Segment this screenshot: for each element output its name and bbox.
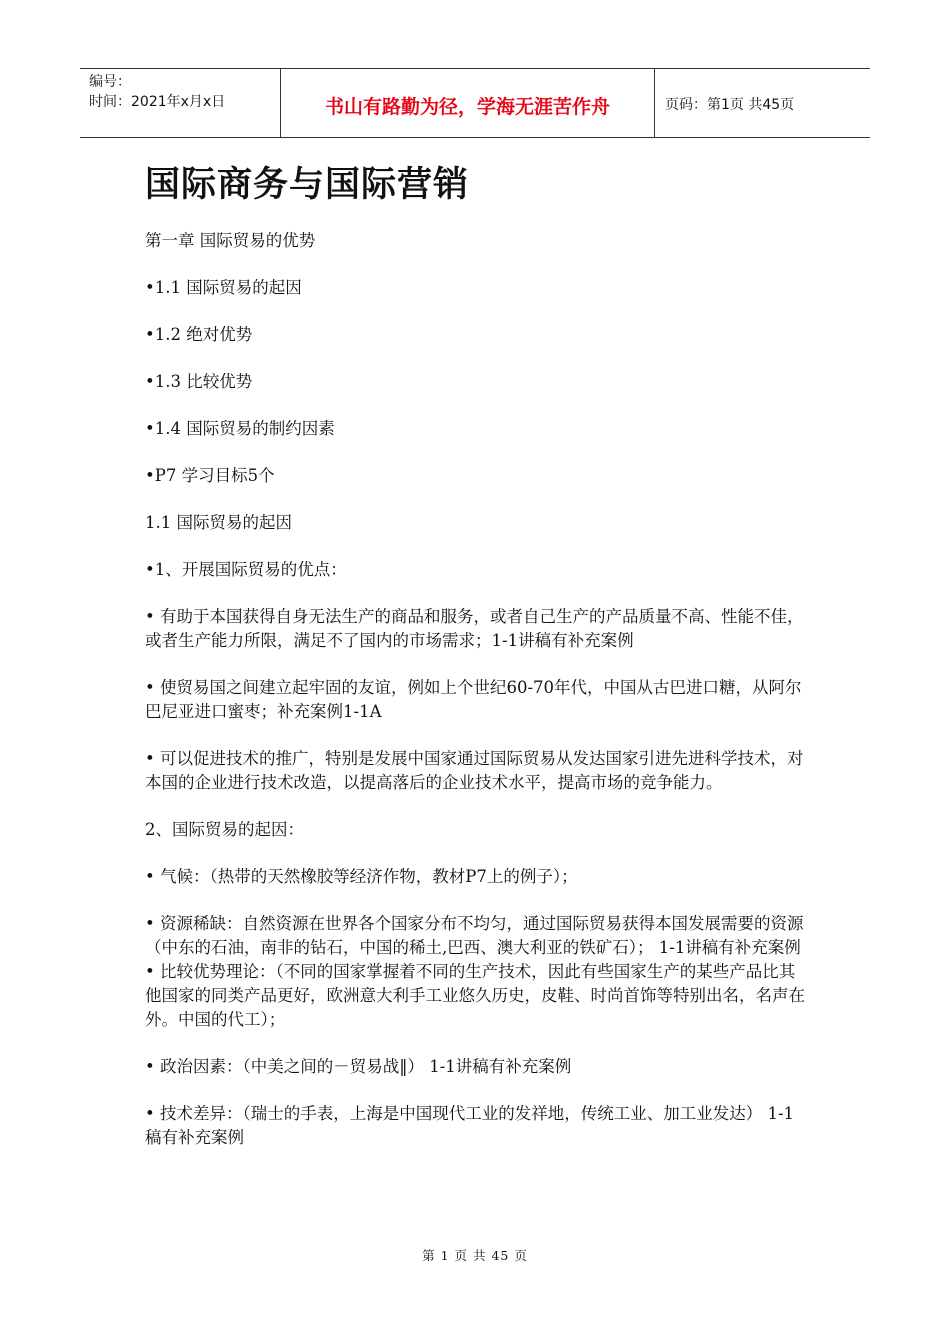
paragraph: • 资源稀缺：自然资源在世界各个国家分布不均匀，通过国际贸易获得本国发展需要的资源（中东的石油，南非的钻石，中国的稀土,巴西、澳大利亚的铁矿石）； 1-1讲稿有补充案例 • 比较优势理论：（不同的国家掌握着不同的生产技术，因此有些国家生产的某些产品比其他国家的同类产品更好，欧洲意大利手工业悠久历史，皮鞋、时尚首饰等特别出名，名声在外。中国的代工）；	[145, 914, 805, 1029]
paragraph: •1.2 绝对优势	[145, 325, 253, 344]
document-title: 国际商务与国际营销	[145, 165, 470, 205]
paragraph: •1.3 比较优势	[145, 372, 253, 391]
paragraph: •P7 学习目标5个	[145, 466, 275, 485]
header-page-info: 页码：第1页 共45页	[665, 97, 795, 113]
document-number-label: 编号：	[89, 74, 131, 90]
paragraph: 2、国际贸易的起因：	[145, 820, 304, 839]
paragraph: • 技术差异：（瑞士的手表，上海是中国现代工业的发祥地，传统工业、加工业发达） 1-1稿有补充案例	[145, 1104, 795, 1147]
document-body	[145, 229, 810, 1173]
paragraph: • 政治因素：（中美之间的－贸易战‖） 1-1讲稿有补充案例	[145, 1057, 572, 1076]
paragraph: 1.1 国际贸易的起因	[145, 513, 292, 532]
paragraph: • 有助于本国获得自身无法生产的商品和服务，或者自己生产的产品质量不高、性能不佳，或者生产能力所限，满足不了国内的市场需求；1-1讲稿有补充案例	[145, 607, 804, 650]
page-header	[80, 68, 870, 138]
document-date-label: 时间：2021年x月x日	[89, 94, 226, 110]
paragraph: •1、开展国际贸易的优点：	[145, 560, 347, 579]
paragraph: •1.1 国际贸易的起因	[145, 278, 302, 297]
paragraph: • 气候：（热带的天然橡胶等经济作物，教材P7上的例子）；	[145, 867, 578, 886]
paragraph: •1.4 国际贸易的制约因素	[145, 419, 335, 438]
paragraph: • 使贸易国之间建立起牢固的友谊，例如上个世纪60-70年代，中国从古巴进口糖，从阿尔巴尼亚进口蜜枣；补充案例1-1A	[145, 678, 802, 721]
paragraph: 第一章 国际贸易的优势	[145, 231, 316, 250]
page-footer: 第 1 页 共 45 页	[422, 1248, 528, 1263]
header-motto: 书山有路勤为径，学海无涯苦作舟	[281, 69, 655, 137]
header-meta-cell	[80, 69, 281, 137]
paragraph: • 可以促进技术的推广，特别是发展中国家通过国际贸易从发达国家引进先进科学技术，对本国的企业进行技术改造，以提高落后的企业技术水平，提高市场的竞争能力。	[145, 749, 804, 792]
